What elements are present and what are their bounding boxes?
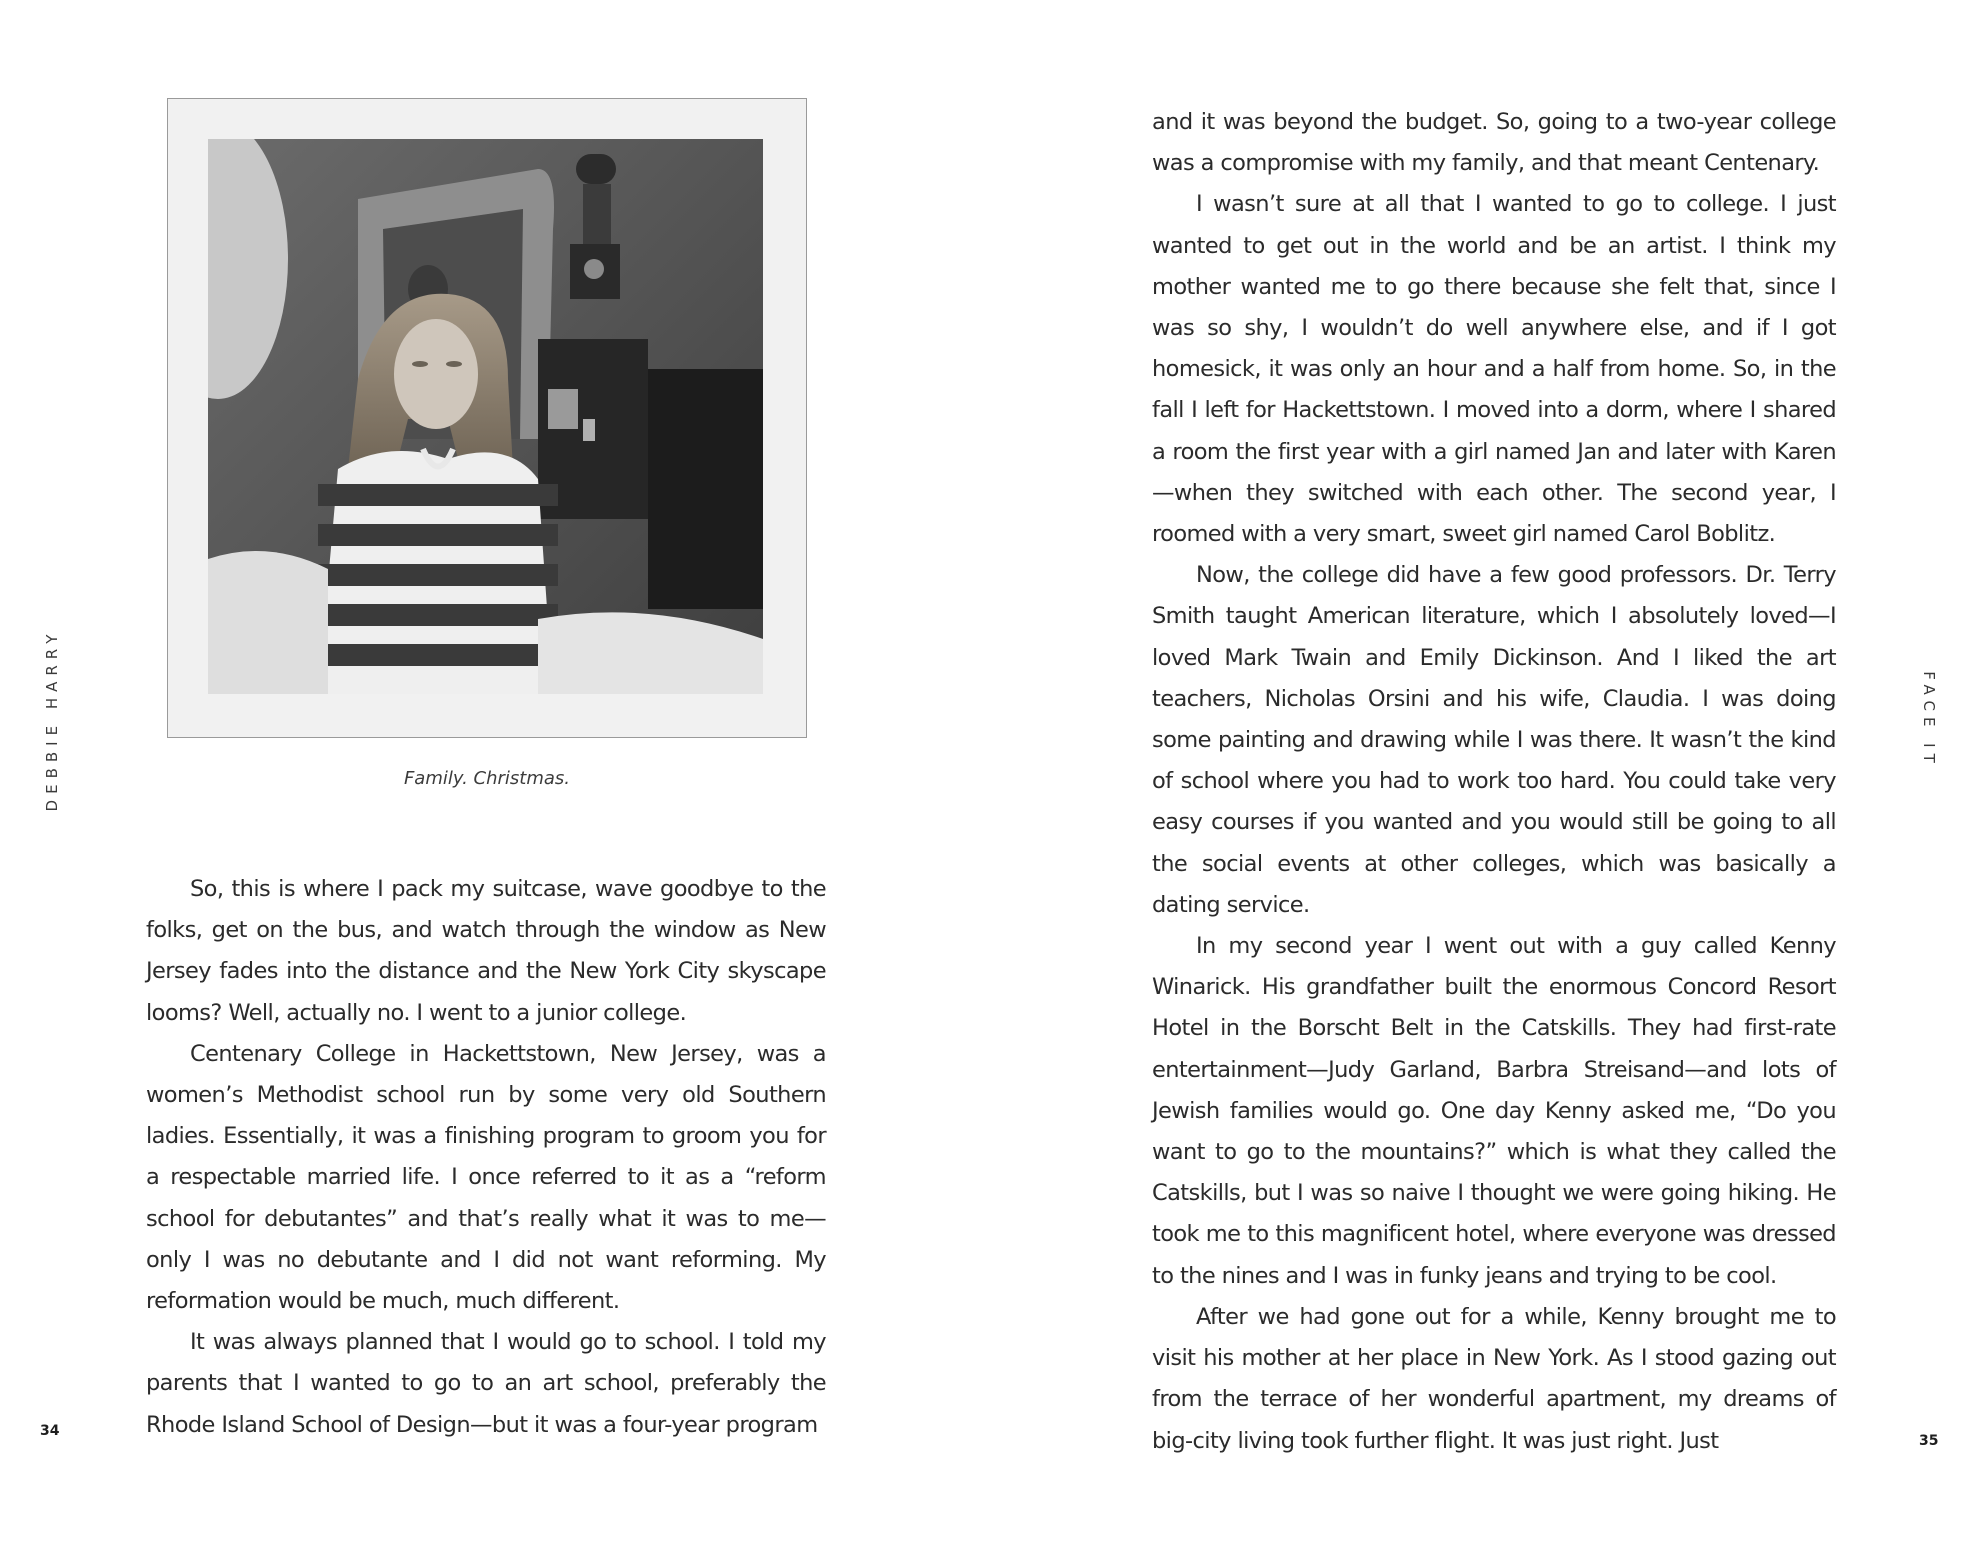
paragraph: and it was beyond the budget. So, going to a two-year college was a compromise with my family, and that meant Centenary. (1152, 109, 1836, 177)
running-head-title: FACE IT (1920, 671, 1938, 769)
paragraph: After we had gone out for a while, Kenny brought me to visit his mother at her place in New York. As I stood gazing out from the terrace of her wonderful apartment, my dreams of big-city living took further flight. It was just right. Just (1152, 1303, 1836, 1454)
paragraph: Now, the college did have a few good professors. Dr. Terry Smith taught American literature, which I absolutely loved—I loved Mark Twain and Emily Dickinson. And I liked the art teachers, Nicholas Orsini and his wife, Claudia. I was doing some painting and drawing while I was there. It wasn’t the kind of school where you had to work too hard. You could take very easy courses if you wanted and you would still be going to all the social events at other colleges, which was basically a dating service. (1152, 562, 1836, 918)
family-christmas-photo (208, 139, 763, 694)
paragraph: Centenary College in Hackettstown, New Jersey, was a women’s Methodist school run by some very old Southern ladies. Essentially, it was a finishing program to groom you for a respectable married life. I once referred to it as a “reform school for debutantes” and that’s really what it was to me—only I was no debutante and I did not want reforming. My reformation would be much, much different. (146, 1040, 826, 1315)
page-number-right: 35 (1919, 1433, 1939, 1449)
paragraph: It was always planned that I would go to school. I told my parents that I wanted to go to an art school, preferably the Rhode Island School of Design—but it was a four-year program (146, 1329, 826, 1438)
running-head-author: DEBBIE HARRY (43, 628, 61, 812)
photo-frame (167, 98, 807, 738)
photo-illustration (208, 139, 763, 694)
left-page-body (146, 869, 826, 1446)
paragraph: In my second year I went out with a guy called Kenny Winarick. His grandfather built the enormous Concord Resort Hotel in the Borscht Belt in the Catskills. They had first-rate entertainment—Judy Garland, Barbra Streisand—and lots of Jewish families would go. One day Kenny asked me, “Do you want to go to the mountains?” which is what they called the Catskills, but I was so naive I thought we were going hiking. He took me to this magnificent hotel, where everyone was dressed to the nines and I was in funky jeans and trying to be cool. (1152, 933, 1836, 1289)
right-page-body (1152, 102, 1836, 1462)
paragraph: I wasn’t sure at all that I wanted to go to college. I just wanted to get out in the world and be an artist. I think my mother wanted me to go there because she felt that, since I was so shy, I wouldn’t do well anywhere else, and if I got homesick, it was only an hour and a half from home. So, in the fall I left for Hackettstown. I moved into a dorm, where I shared a room the first year with a girl named Jan and later with Karen—when they switched with each other. The second year, I roomed with a very smart, sweet girl named Carol Boblitz. (1152, 191, 1836, 548)
page-number-left: 34 (40, 1423, 60, 1439)
paragraph: So, this is where I pack my suitcase, wave goodbye to the folks, get on the bus, and watch through the window as New Jersey fades into the distance and the New York City skyscape looms? Well, actually no. I went to a junior college. (146, 876, 826, 1026)
photo-caption: Family. Christmas. (403, 768, 571, 789)
